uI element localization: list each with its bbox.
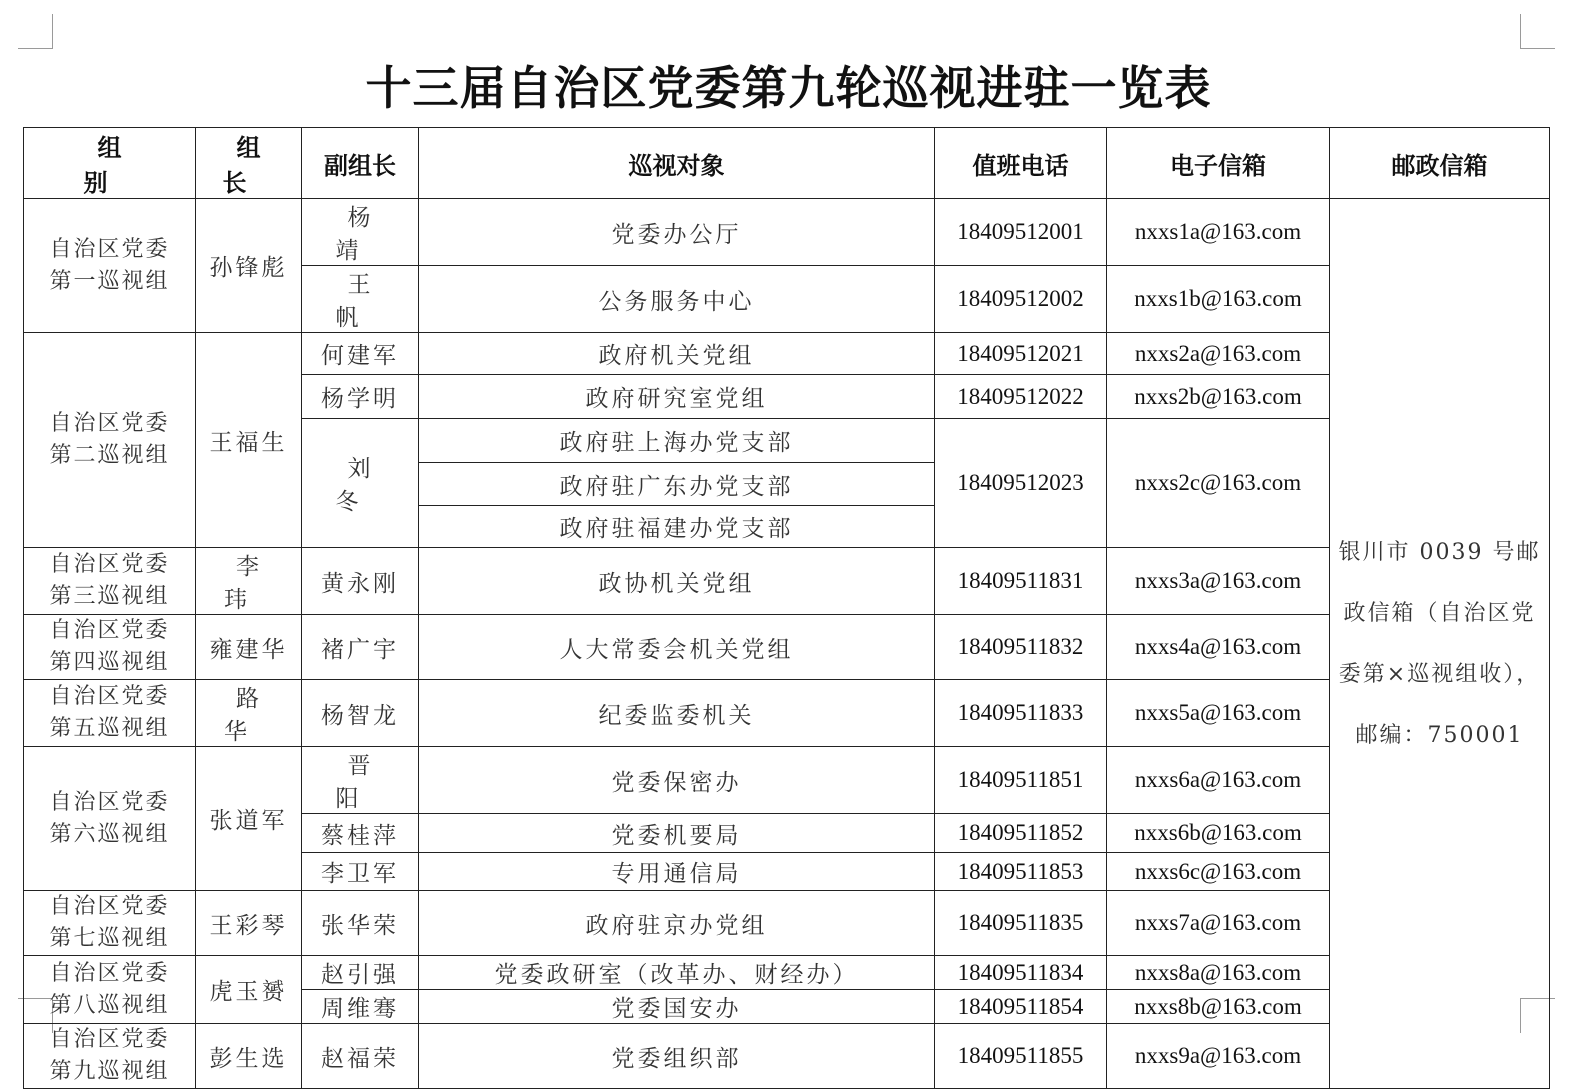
deputy-leader: 杨 靖 xyxy=(302,199,419,266)
email-address: nxxs8b@163.com xyxy=(1107,990,1330,1024)
inspection-target: 政府驻上海办党支部 xyxy=(419,419,935,463)
inspection-target: 人大常委会机关党组 xyxy=(419,615,935,680)
email-address: nxxs4a@163.com xyxy=(1107,615,1330,680)
table-row xyxy=(24,333,1550,375)
email-address: nxxs8a@163.com xyxy=(1107,956,1330,990)
group-name: 自治区党委 第一巡视组 xyxy=(24,199,196,333)
inspection-target: 党委组织部 xyxy=(419,1024,935,1089)
inspection-target: 政府驻广东办党支部 xyxy=(419,463,935,506)
inspection-target: 党委办公厅 xyxy=(419,199,935,266)
inspection-target: 政府机关党组 xyxy=(419,333,935,375)
group-name: 自治区党委 第六巡视组 xyxy=(24,747,196,891)
table-row xyxy=(24,1024,1550,1089)
email-address: nxxs6b@163.com xyxy=(1107,814,1330,853)
duty-phone: 18409511835 xyxy=(935,891,1107,956)
table-row xyxy=(24,747,1550,814)
duty-phone: 18409511851 xyxy=(935,747,1107,814)
group-name: 自治区党委 第二巡视组 xyxy=(24,333,196,548)
group-name: 自治区党委 第七巡视组 xyxy=(24,891,196,956)
inspection-target: 党委政研室（改革办、财经办） xyxy=(419,956,935,990)
postal-box: 银川市 0039 号邮 政信箱（自治区党 委第×巡视组收）， 邮编：750001 xyxy=(1330,199,1550,1089)
inspection-target: 党委国安办 xyxy=(419,990,935,1024)
email-address: nxxs9a@163.com xyxy=(1107,1024,1330,1089)
group-name: 自治区党委 第九巡视组 xyxy=(24,1024,196,1089)
group-leader: 王福生 xyxy=(196,333,302,548)
duty-phone: 18409512021 xyxy=(935,333,1107,375)
inspection-target: 公务服务中心 xyxy=(419,266,935,333)
email-address: nxxs1b@163.com xyxy=(1107,266,1330,333)
email-address: nxxs7a@163.com xyxy=(1107,891,1330,956)
email-address: nxxs5a@163.com xyxy=(1107,680,1330,747)
deputy-leader: 赵福荣 xyxy=(302,1024,419,1089)
deputy-leader: 晋 阳 xyxy=(302,747,419,814)
group-leader: 孙锋彪 xyxy=(196,199,302,333)
deputy-leader: 杨智龙 xyxy=(302,680,419,747)
group-leader: 王彩琴 xyxy=(196,891,302,956)
duty-phone: 18409512022 xyxy=(935,375,1107,419)
group-leader: 彭生选 xyxy=(196,1024,302,1089)
email-address: nxxs3a@163.com xyxy=(1107,548,1330,615)
group-leader: 路 华 xyxy=(196,680,302,747)
deputy-leader: 褚广宇 xyxy=(302,615,419,680)
deputy-leader: 李卫军 xyxy=(302,853,419,891)
table-row xyxy=(24,891,1550,956)
inspection-target: 政府研究室党组 xyxy=(419,375,935,419)
duty-phone: 18409511834 xyxy=(935,956,1107,990)
group-leader: 雍建华 xyxy=(196,615,302,680)
crop-mark-top-left xyxy=(18,14,53,49)
inspection-target: 政府驻京办党组 xyxy=(419,891,935,956)
group-name: 自治区党委 第三巡视组 xyxy=(24,548,196,615)
duty-phone: 18409512002 xyxy=(935,266,1107,333)
duty-phone: 18409511831 xyxy=(935,548,1107,615)
group-leader: 张道军 xyxy=(196,747,302,891)
header-phone: 值班电话 xyxy=(935,128,1107,199)
deputy-leader: 张华荣 xyxy=(302,891,419,956)
group-name: 自治区党委 第五巡视组 xyxy=(24,680,196,747)
table-row xyxy=(24,199,1550,266)
group-leader: 虎玉赟 xyxy=(196,956,302,1024)
document-title: 十三届自治区党委第九轮巡视进驻一览表 xyxy=(365,61,1212,115)
duty-phone: 18409512023 xyxy=(935,419,1107,548)
deputy-leader: 刘 冬 xyxy=(302,419,419,548)
duty-phone: 18409511855 xyxy=(935,1024,1107,1089)
deputy-leader: 蔡桂萍 xyxy=(302,814,419,853)
duty-phone: 18409512001 xyxy=(935,199,1107,266)
header-group: 组 别 xyxy=(24,128,196,199)
deputy-leader: 何建军 xyxy=(302,333,419,375)
table-row xyxy=(24,956,1550,990)
inspection-target: 政府驻福建办党支部 xyxy=(419,506,935,548)
table-row xyxy=(24,615,1550,680)
deputy-leader: 黄永刚 xyxy=(302,548,419,615)
duty-phone: 18409511854 xyxy=(935,990,1107,1024)
inspection-target: 纪委监委机关 xyxy=(419,680,935,747)
header-target: 巡视对象 xyxy=(419,128,935,199)
header-leader: 组 长 xyxy=(196,128,302,199)
header-email: 电子信箱 xyxy=(1107,128,1330,199)
group-name: 自治区党委 第八巡视组 xyxy=(24,956,196,1024)
group-leader: 李 玮 xyxy=(196,548,302,615)
deputy-leader: 周维骞 xyxy=(302,990,419,1024)
inspection-target: 政协机关党组 xyxy=(419,548,935,615)
duty-phone: 18409511833 xyxy=(935,680,1107,747)
email-address: nxxs1a@163.com xyxy=(1107,199,1330,266)
table-row xyxy=(24,548,1550,615)
table-row xyxy=(24,680,1550,747)
inspection-target: 专用通信局 xyxy=(419,853,935,891)
duty-phone: 18409511832 xyxy=(935,615,1107,680)
deputy-leader: 赵引强 xyxy=(302,956,419,990)
email-address: nxxs2c@163.com xyxy=(1107,419,1330,548)
email-address: nxxs6c@163.com xyxy=(1107,853,1330,891)
duty-phone: 18409511853 xyxy=(935,853,1107,891)
header-deputy: 副组长 xyxy=(302,128,419,199)
header-postal: 邮政信箱 xyxy=(1330,128,1550,199)
deputy-leader: 杨学明 xyxy=(302,375,419,419)
email-address: nxxs2b@163.com xyxy=(1107,375,1330,419)
email-address: nxxs6a@163.com xyxy=(1107,747,1330,814)
group-name: 自治区党委 第四巡视组 xyxy=(24,615,196,680)
duty-phone: 18409511852 xyxy=(935,814,1107,853)
header-row xyxy=(24,128,1550,199)
inspection-target: 党委机要局 xyxy=(419,814,935,853)
email-address: nxxs2a@163.com xyxy=(1107,333,1330,375)
crop-mark-top-right xyxy=(1520,14,1555,49)
inspection-target: 党委保密办 xyxy=(419,747,935,814)
deputy-leader: 王 帆 xyxy=(302,266,419,333)
inspection-table xyxy=(23,127,1550,1089)
